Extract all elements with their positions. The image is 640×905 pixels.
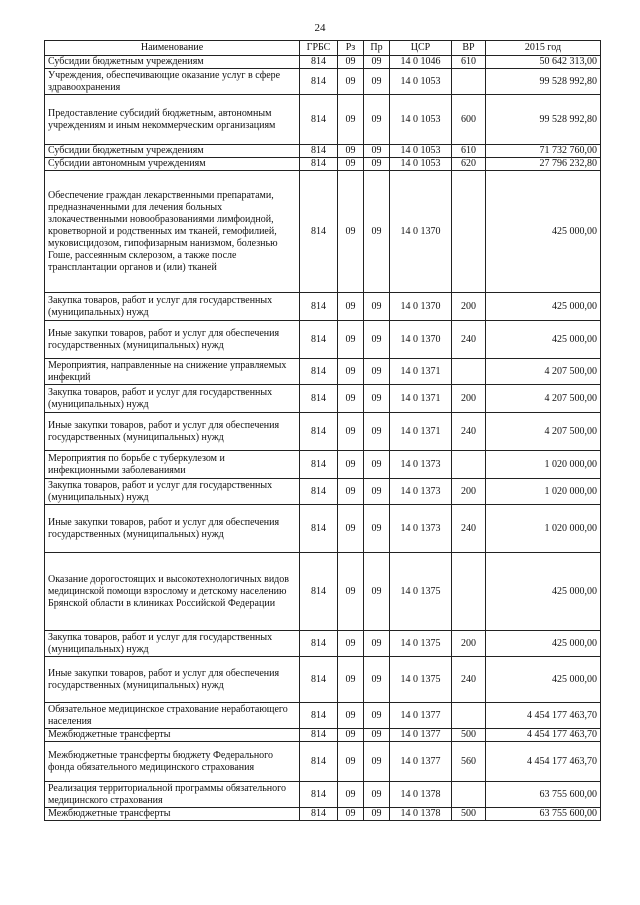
row-vr: 240 [452, 413, 486, 451]
row-pr: 09 [364, 293, 390, 321]
row-pr: 09 [364, 69, 390, 95]
row-pr: 09 [364, 631, 390, 657]
row-vr: 200 [452, 293, 486, 321]
row-pr: 09 [364, 451, 390, 479]
row-grbs: 814 [300, 782, 338, 808]
row-rz: 09 [338, 479, 364, 505]
row-grbs: 814 [300, 703, 338, 729]
table-row [45, 359, 601, 385]
row-rz: 09 [338, 171, 364, 293]
row-rz: 09 [338, 729, 364, 742]
row-grbs: 814 [300, 631, 338, 657]
row-rz: 09 [338, 451, 364, 479]
table-row [45, 657, 601, 703]
row-vr [452, 553, 486, 631]
row-csr: 14 0 1377 [390, 729, 452, 742]
row-rz: 09 [338, 293, 364, 321]
row-rz: 09 [338, 359, 364, 385]
row-csr: 14 0 1053 [390, 158, 452, 171]
row-pr: 09 [364, 171, 390, 293]
row-grbs: 814 [300, 359, 338, 385]
row-pr: 09 [364, 553, 390, 631]
row-vr: 500 [452, 808, 486, 821]
row-amount: 63 755 600,00 [486, 808, 601, 821]
table-row [45, 631, 601, 657]
row-pr: 09 [364, 479, 390, 505]
row-grbs: 814 [300, 479, 338, 505]
row-amount: 27 796 232,80 [486, 158, 601, 171]
row-csr: 14 0 1053 [390, 69, 452, 95]
row-pr: 09 [364, 95, 390, 145]
header-pr: Пр [364, 41, 390, 56]
row-csr: 14 0 1375 [390, 553, 452, 631]
row-name: Субсидии бюджетным учреждениям [45, 145, 300, 158]
row-grbs: 814 [300, 729, 338, 742]
row-amount: 1 020 000,00 [486, 505, 601, 553]
header-amount: 2015 год [486, 41, 601, 56]
row-rz: 09 [338, 657, 364, 703]
row-csr: 14 0 1053 [390, 145, 452, 158]
row-vr [452, 359, 486, 385]
row-rz: 09 [338, 321, 364, 359]
row-name: Межбюджетные трансферты [45, 729, 300, 742]
header-name: Наименование [45, 41, 300, 56]
row-grbs: 814 [300, 171, 338, 293]
table-row [45, 171, 601, 293]
row-csr: 14 0 1375 [390, 631, 452, 657]
row-rz: 09 [338, 808, 364, 821]
row-name: Иные закупки товаров, работ и услуг для обеспечения государственных (муниципальных) нужд [45, 413, 300, 451]
row-grbs: 814 [300, 553, 338, 631]
row-pr: 09 [364, 385, 390, 413]
row-rz: 09 [338, 505, 364, 553]
row-name: Иные закупки товаров, работ и услуг для обеспечения государственных (муниципальных) нужд [45, 321, 300, 359]
row-amount: 425 000,00 [486, 321, 601, 359]
table-header-row [45, 41, 601, 56]
table-row [45, 158, 601, 171]
row-name: Закупка товаров, работ и услуг для государственных (муниципальных) нужд [45, 631, 300, 657]
table-row [45, 413, 601, 451]
row-pr: 09 [364, 703, 390, 729]
header-csr: ЦСР [390, 41, 452, 56]
row-pr: 09 [364, 145, 390, 158]
page-number: 24 [314, 22, 326, 34]
table-row [45, 293, 601, 321]
row-pr: 09 [364, 413, 390, 451]
row-amount: 4 207 500,00 [486, 413, 601, 451]
row-amount: 4 454 177 463,70 [486, 703, 601, 729]
row-vr: 500 [452, 729, 486, 742]
row-grbs: 814 [300, 158, 338, 171]
row-name: Субсидии бюджетным учреждениям [45, 56, 300, 69]
row-rz: 09 [338, 742, 364, 782]
row-amount: 4 454 177 463,70 [486, 742, 601, 782]
table-row [45, 505, 601, 553]
row-pr: 09 [364, 742, 390, 782]
row-rz: 09 [338, 158, 364, 171]
row-name: Реализация территориальной программы обязательного медицинского страхования [45, 782, 300, 808]
row-name: Обязательное медицинское страхование неработающего населения [45, 703, 300, 729]
row-grbs: 814 [300, 808, 338, 821]
row-rz: 09 [338, 553, 364, 631]
row-rz: 09 [338, 69, 364, 95]
row-vr [452, 782, 486, 808]
row-pr: 09 [364, 808, 390, 821]
row-name: Закупка товаров, работ и услуг для государственных (муниципальных) нужд [45, 479, 300, 505]
row-rz: 09 [338, 413, 364, 451]
row-csr: 14 0 1370 [390, 321, 452, 359]
table-row [45, 479, 601, 505]
row-amount: 4 207 500,00 [486, 359, 601, 385]
row-grbs: 814 [300, 321, 338, 359]
table-row [45, 451, 601, 479]
row-amount: 99 528 992,80 [486, 95, 601, 145]
row-grbs: 814 [300, 451, 338, 479]
row-amount: 1 020 000,00 [486, 451, 601, 479]
header-vr: ВР [452, 41, 486, 56]
row-grbs: 814 [300, 413, 338, 451]
row-csr: 14 0 1371 [390, 413, 452, 451]
row-vr [452, 171, 486, 293]
row-pr: 09 [364, 505, 390, 553]
row-name: Предоставление субсидий бюджетным, автономным учреждениям и иным некоммерческим организациям [45, 95, 300, 145]
row-csr: 14 0 1373 [390, 505, 452, 553]
row-vr [452, 69, 486, 95]
row-pr: 09 [364, 729, 390, 742]
row-grbs: 814 [300, 385, 338, 413]
header-rz: Рз [338, 41, 364, 56]
table-row [45, 95, 601, 145]
row-vr: 610 [452, 56, 486, 69]
row-amount: 4 207 500,00 [486, 385, 601, 413]
row-grbs: 814 [300, 742, 338, 782]
row-amount: 99 528 992,80 [486, 69, 601, 95]
row-vr [452, 451, 486, 479]
row-amount: 425 000,00 [486, 293, 601, 321]
row-rz: 09 [338, 56, 364, 69]
table-row [45, 385, 601, 413]
row-pr: 09 [364, 321, 390, 359]
row-vr: 240 [452, 321, 486, 359]
row-name: Оказание дорогостоящих и высокотехнологичных видов медицинской помощи взрослому и детскому населению Брянской области в клиниках Российской Федерации [45, 553, 300, 631]
row-name: Обеспечение граждан лекарственными препаратами, предназначенными для лечения больных злокачественными новообразованиями лимфоидной, кроветворной и родственных им тканей, гемофилией, муковисцидозом, гипофизарным нанизмом, болезнью Гоше, рассеянным склерозом, а также после трансплантации органов и (или) тканей [45, 171, 300, 293]
row-vr: 200 [452, 479, 486, 505]
row-vr: 200 [452, 385, 486, 413]
row-grbs: 814 [300, 657, 338, 703]
row-vr: 240 [452, 657, 486, 703]
row-grbs: 814 [300, 95, 338, 145]
row-csr: 14 0 1378 [390, 782, 452, 808]
row-name: Межбюджетные трансферты [45, 808, 300, 821]
row-vr: 560 [452, 742, 486, 782]
budget-table [44, 40, 601, 821]
table-row [45, 782, 601, 808]
row-name: Мероприятия по борьбе с туберкулезом и инфекционными заболеваниями [45, 451, 300, 479]
row-amount: 63 755 600,00 [486, 782, 601, 808]
row-csr: 14 0 1371 [390, 385, 452, 413]
table-row [45, 69, 601, 95]
row-amount: 1 020 000,00 [486, 479, 601, 505]
row-rz: 09 [338, 782, 364, 808]
table-row [45, 808, 601, 821]
row-grbs: 814 [300, 69, 338, 95]
row-grbs: 814 [300, 56, 338, 69]
table-row [45, 729, 601, 742]
row-amount: 425 000,00 [486, 631, 601, 657]
row-csr: 14 0 1371 [390, 359, 452, 385]
row-name: Учреждения, обеспечивающие оказание услуг в сфере здравоохранения [45, 69, 300, 95]
row-name: Иные закупки товаров, работ и услуг для обеспечения государственных (муниципальных) нужд [45, 505, 300, 553]
row-pr: 09 [364, 56, 390, 69]
row-vr: 600 [452, 95, 486, 145]
row-rz: 09 [338, 145, 364, 158]
row-name: Иные закупки товаров, работ и услуг для обеспечения государственных (муниципальных) нужд [45, 657, 300, 703]
row-vr: 240 [452, 505, 486, 553]
row-name: Закупка товаров, работ и услуг для государственных (муниципальных) нужд [45, 385, 300, 413]
table-row [45, 742, 601, 782]
row-rz: 09 [338, 385, 364, 413]
row-amount: 425 000,00 [486, 657, 601, 703]
row-csr: 14 0 1370 [390, 293, 452, 321]
row-csr: 14 0 1053 [390, 95, 452, 145]
row-amount: 50 642 313,00 [486, 56, 601, 69]
row-pr: 09 [364, 657, 390, 703]
row-csr: 14 0 1046 [390, 56, 452, 69]
row-rz: 09 [338, 703, 364, 729]
table-row [45, 553, 601, 631]
row-name: Межбюджетные трансферты бюджету Федерального фонда обязательного медицинского страхования [45, 742, 300, 782]
row-grbs: 814 [300, 145, 338, 158]
row-name: Мероприятия, направленные на снижение управляемых инфекций [45, 359, 300, 385]
row-amount: 425 000,00 [486, 553, 601, 631]
row-pr: 09 [364, 158, 390, 171]
row-csr: 14 0 1378 [390, 808, 452, 821]
row-vr: 610 [452, 145, 486, 158]
table-row [45, 56, 601, 69]
row-amount: 4 454 177 463,70 [486, 729, 601, 742]
row-csr: 14 0 1373 [390, 451, 452, 479]
row-vr: 620 [452, 158, 486, 171]
row-name: Субсидии автономным учреждениям [45, 158, 300, 171]
row-pr: 09 [364, 359, 390, 385]
row-amount: 71 732 760,00 [486, 145, 601, 158]
row-grbs: 814 [300, 505, 338, 553]
row-csr: 14 0 1373 [390, 479, 452, 505]
row-rz: 09 [338, 631, 364, 657]
row-pr: 09 [364, 782, 390, 808]
row-csr: 14 0 1377 [390, 703, 452, 729]
row-csr: 14 0 1377 [390, 742, 452, 782]
table-row [45, 703, 601, 729]
row-amount: 425 000,00 [486, 171, 601, 293]
header-grbs: ГРБС [300, 41, 338, 56]
table-row [45, 145, 601, 158]
row-vr [452, 703, 486, 729]
row-vr: 200 [452, 631, 486, 657]
table-row [45, 321, 601, 359]
row-csr: 14 0 1375 [390, 657, 452, 703]
row-name: Закупка товаров, работ и услуг для государственных (муниципальных) нужд [45, 293, 300, 321]
row-csr: 14 0 1370 [390, 171, 452, 293]
row-grbs: 814 [300, 293, 338, 321]
row-rz: 09 [338, 95, 364, 145]
